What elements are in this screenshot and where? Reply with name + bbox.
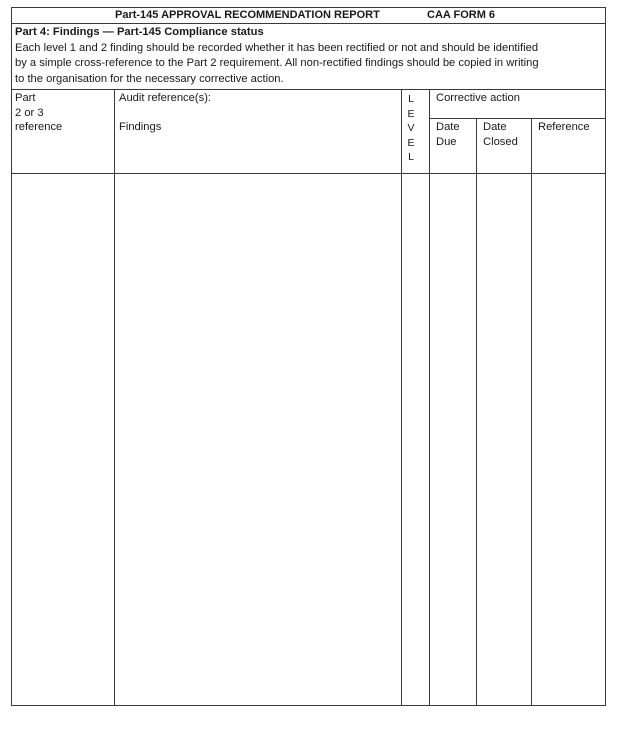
header-bottom-divider <box>12 173 605 174</box>
form-id: CAA FORM 6 <box>427 9 496 21</box>
findings-form <box>11 7 606 706</box>
header-text: Closed <box>483 135 518 148</box>
corrective-action-divider <box>429 118 605 119</box>
header-text: L <box>408 93 414 105</box>
report-title: Part-145 APPROVAL RECOMMENDATION REPORT <box>115 9 380 21</box>
header-text: E <box>407 107 415 120</box>
header-text: Date <box>436 121 460 133</box>
audit-reference-header: Audit reference(s): <box>119 92 212 104</box>
instruction-line: Each level 1 and 2 finding should be recorded whether it has been rectified or not and should be identified <box>15 41 539 54</box>
date-closed-header <box>483 120 518 149</box>
header-text: E <box>407 136 415 149</box>
corrective-action-header: Corrective action <box>436 92 520 104</box>
header-text: Due <box>436 135 457 148</box>
header-text: reference <box>15 121 63 133</box>
findings-header: Findings <box>119 121 162 133</box>
reference-header: Reference <box>538 121 590 133</box>
part-reference-header <box>15 91 62 135</box>
header-text: Part <box>15 92 36 104</box>
level-header <box>406 92 416 165</box>
date-due-header <box>436 120 460 149</box>
header-text: V <box>407 122 415 134</box>
form-title-row <box>12 8 605 24</box>
header-text: Date <box>483 121 507 133</box>
findings-body[interactable] <box>12 175 605 705</box>
instruction-line: to the organisation for the necessary corrective action. <box>15 72 284 85</box>
header-text: 2 or 3 <box>15 106 44 119</box>
instruction-line: by a simple cross-reference to the Part 2 requirement. All non-rectified findings should be copied in writing <box>15 57 539 69</box>
header-text: L <box>408 151 414 163</box>
instructions-block <box>12 24 605 90</box>
section-heading: Part 4: Findings — Part-145 Compliance status <box>15 26 264 38</box>
